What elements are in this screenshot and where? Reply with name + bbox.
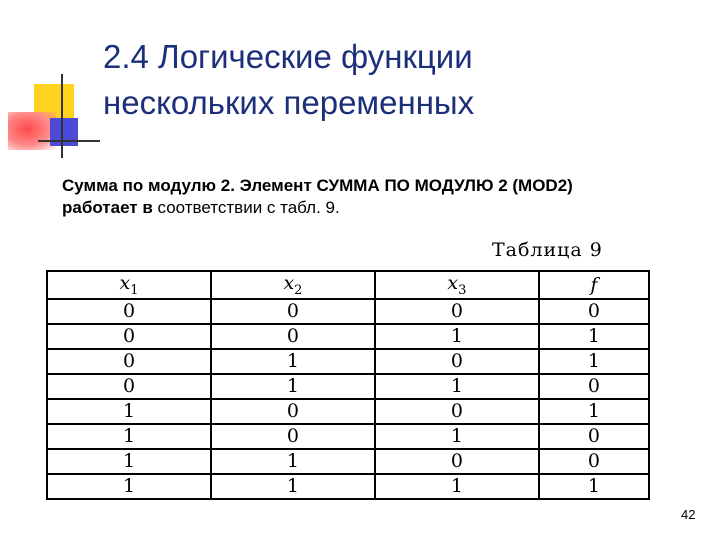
table-cell: 1 <box>211 349 375 374</box>
logo-vertical-line <box>61 74 63 158</box>
table-cell: 1 <box>375 374 539 399</box>
table-row <box>47 349 649 374</box>
table-cell: 0 <box>375 449 539 474</box>
table-cell: 0 <box>539 299 649 324</box>
table-cell: 1 <box>47 449 211 474</box>
table-cell: 0 <box>211 424 375 449</box>
table-cell: 0 <box>47 374 211 399</box>
table-row <box>47 449 649 474</box>
intro-text <box>62 175 622 219</box>
table-cell: 0 <box>211 399 375 424</box>
header-row <box>47 271 649 299</box>
table-cell: 1 <box>47 474 211 499</box>
table-row <box>47 399 649 424</box>
header-x1: $x_1$ <box>47 271 211 299</box>
table-cell: 1 <box>375 324 539 349</box>
table-row <box>47 424 649 449</box>
truth-table <box>46 270 650 500</box>
intro-bold: Сумма по модулю 2. Элемент СУММА ПО МОДУЛЮ 2 (MOD2) работает в <box>62 176 573 217</box>
table-cell: 0 <box>539 424 649 449</box>
table-cell: 1 <box>539 349 649 374</box>
table-caption: Таблица 9 <box>492 239 603 261</box>
table-cell: 0 <box>211 324 375 349</box>
table-cell: 1 <box>539 324 649 349</box>
header-f: f <box>539 271 649 299</box>
table-row <box>47 374 649 399</box>
table-cell: 0 <box>375 399 539 424</box>
table-row <box>47 299 649 324</box>
table-cell: 1 <box>47 399 211 424</box>
table-row <box>47 324 649 349</box>
table-row <box>47 474 649 499</box>
header-x2: $x_2$ <box>211 271 375 299</box>
table-cell: 1 <box>211 449 375 474</box>
table-cell: 1 <box>47 424 211 449</box>
table-cell: 0 <box>47 299 211 324</box>
logo-red-square <box>8 112 56 150</box>
title-line-2: нескольких переменных <box>103 84 475 121</box>
table-cell: 1 <box>211 374 375 399</box>
title-line-1: 2.4 Логические функции <box>103 38 473 75</box>
table-cell: 1 <box>539 474 649 499</box>
table-cell: 1 <box>539 399 649 424</box>
slide-title <box>103 34 474 126</box>
table-cell: 1 <box>211 474 375 499</box>
table-cell: 1 <box>375 474 539 499</box>
table-cell: 1 <box>375 424 539 449</box>
table-cell: 0 <box>47 324 211 349</box>
table-cell: 0 <box>375 349 539 374</box>
table-cell: 0 <box>375 299 539 324</box>
page-number: 42 <box>681 507 696 522</box>
header-x3: $x_3$ <box>375 271 539 299</box>
table-cell: 0 <box>539 374 649 399</box>
table-body <box>47 299 649 499</box>
table-cell: 0 <box>539 449 649 474</box>
intro-normal: соответствии с табл. 9. <box>152 198 340 217</box>
table-cell: 0 <box>211 299 375 324</box>
logo-horizontal-line <box>38 140 100 142</box>
table-cell: 0 <box>47 349 211 374</box>
logo-decoration <box>0 0 110 170</box>
